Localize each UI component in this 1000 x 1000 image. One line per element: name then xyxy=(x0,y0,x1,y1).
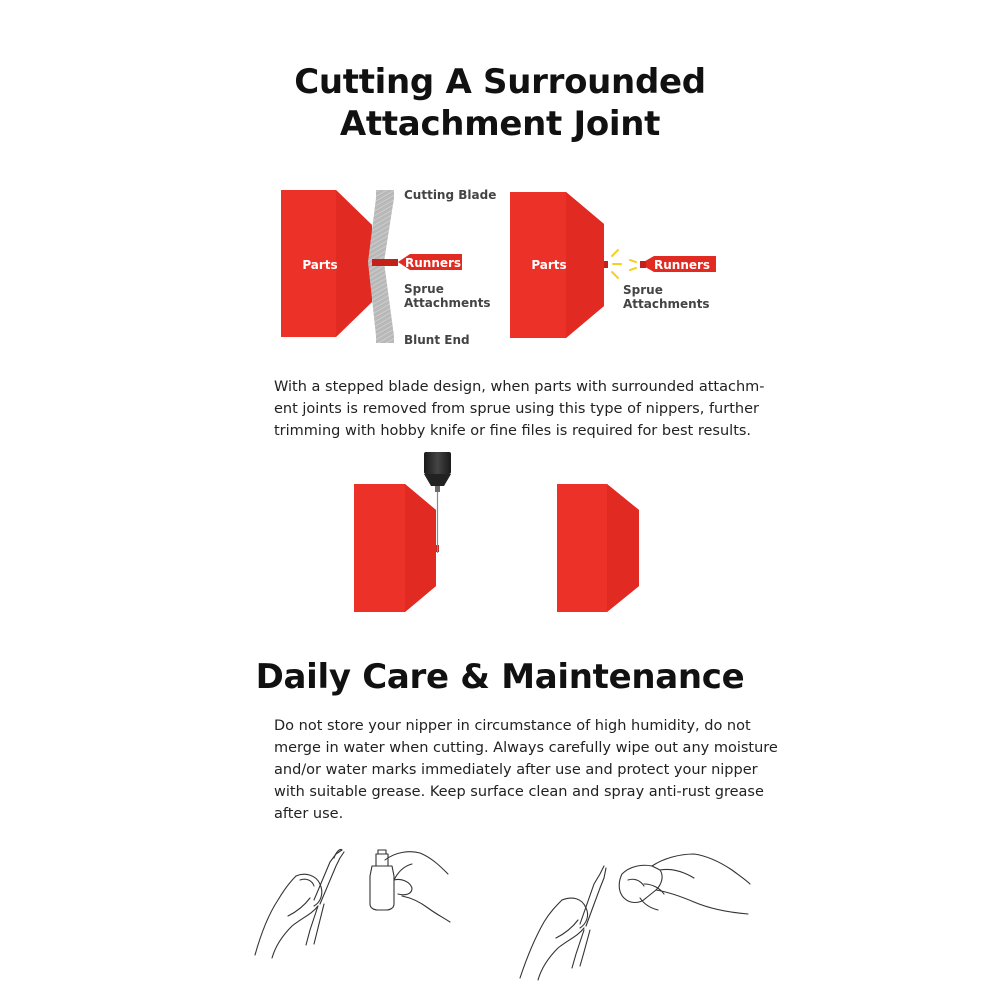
nipper-spray-illustration xyxy=(255,849,450,958)
part-bevel xyxy=(566,192,604,338)
care-section-title: Daily Care & Maintenance xyxy=(255,657,745,697)
paragraph-line: with suitable grease. Keep surface clean and spray anti-rust grease xyxy=(274,784,764,800)
trimmed-part-bevel xyxy=(607,484,639,612)
paragraph-line: Do not store your nipper in circumstance of high humidity, do not xyxy=(274,718,751,734)
blunt-end-label: Blunt End xyxy=(404,333,470,347)
sprue-label-line1: Sprue xyxy=(623,283,663,297)
care-paragraph xyxy=(274,715,778,825)
paragraph-line: after use. xyxy=(274,806,344,822)
paragraph-line: trimming with hobby knife or fine files is required for best results. xyxy=(274,423,752,439)
sprue-attachment xyxy=(372,259,398,266)
part-label: Parts xyxy=(531,258,567,272)
nipper-wipe-illustration xyxy=(520,854,750,980)
diagram-left xyxy=(281,188,496,347)
part-label: Parts xyxy=(302,258,338,272)
sprue-attachment-stub xyxy=(604,261,608,268)
part-bevel xyxy=(405,484,436,612)
paragraph-line: and/or water marks immediately after use and protect your nipper xyxy=(274,762,758,778)
spark-icon xyxy=(612,250,636,278)
section-title-line2: Attachment Joint xyxy=(339,104,661,144)
sprue-label-line2: Attachments xyxy=(404,296,491,310)
trimming-diagram xyxy=(354,452,639,612)
cutting-blade xyxy=(368,190,394,343)
sprue-label-line1: Sprue xyxy=(404,282,444,296)
paragraph-line: merge in water when cutting. Always carefully wipe out any moisture xyxy=(274,740,778,756)
runner-label: Runners xyxy=(654,258,711,272)
diagram-right xyxy=(510,192,716,338)
runner-tip xyxy=(640,261,646,268)
blade-label: Cutting Blade xyxy=(404,188,497,202)
section-title-line1: Cutting A Surrounded xyxy=(294,62,706,102)
part-bevel xyxy=(336,190,372,337)
runner-label: Runners xyxy=(405,256,462,270)
trimming-paragraph xyxy=(274,376,765,442)
paragraph-line: With a stepped blade design, when parts with surrounded attachm- xyxy=(274,379,765,395)
paragraph-line: ent joints is removed from sprue using this type of nippers, further xyxy=(274,401,759,417)
sprue-label-line2: Attachments xyxy=(623,297,710,311)
